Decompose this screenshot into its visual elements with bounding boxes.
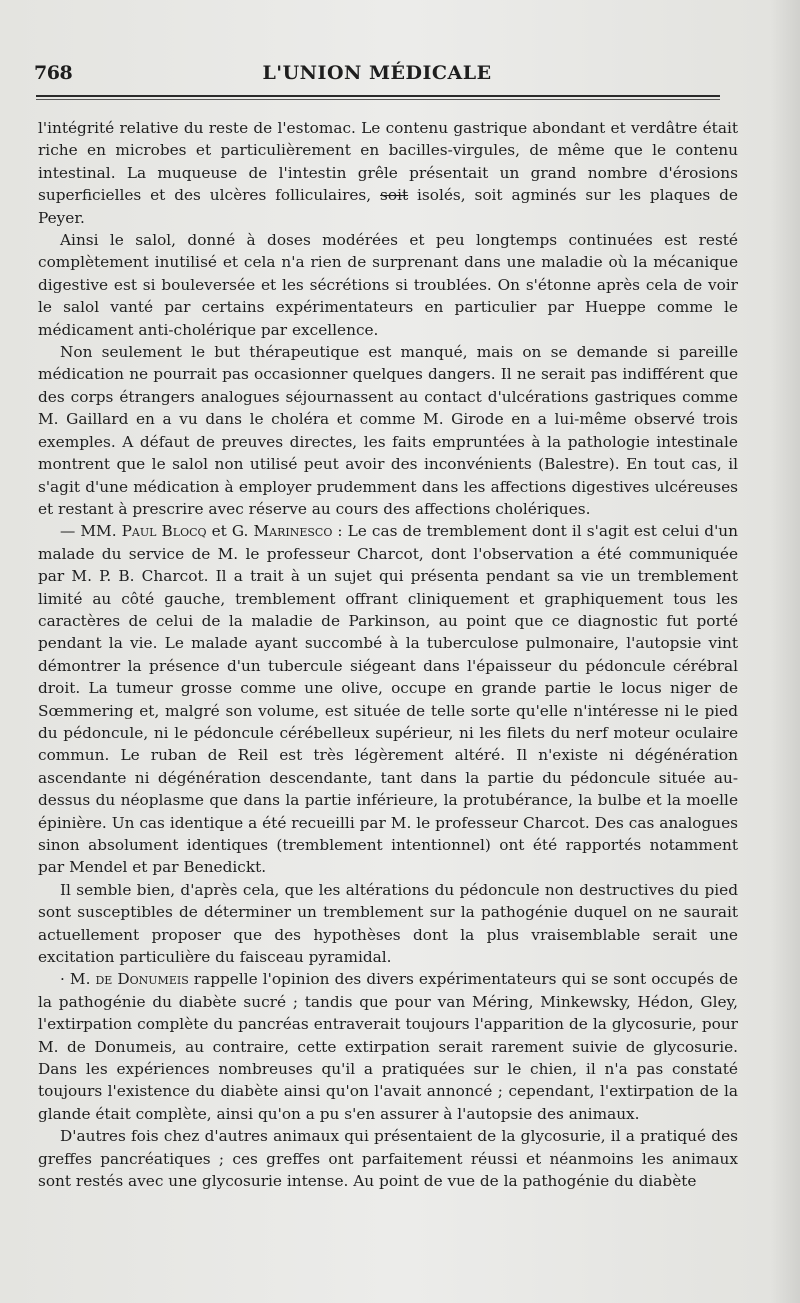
page-edge-shadow xyxy=(770,0,800,1303)
header-rule-thin xyxy=(36,99,720,100)
dash-lead: — MM. xyxy=(60,522,122,541)
paragraph-grafts: D'autres fois chez d'autres animaux qui présentaient de la glycosurie, il a pratiqué des greffes pancréatiques ; ces greffes ont parfaitement réussi et néanmoins les animaux sont restés avec une glycosurie intense. Au point de vue de la pathogénie du diabète xyxy=(38,1127,738,1191)
paragraph-diabetes xyxy=(38,968,738,1125)
struck-word: soit xyxy=(380,186,409,205)
paragraph-stomach-findings xyxy=(38,117,738,229)
paragraph-text: rappelle l'opinion des divers expérimentateurs qui se sont occupés de la pathogénie du diabète sucré ; tandis que pour van Méring, Minkewsky, Hédon, Gley, l'extirpation complète du pancréas entraverait toujours l'apparition de la glycosurie, pour M. de Donumeis, au contraire, cette extirpation serait rarement suivie de glycosurie. Dans les expériences nombreuses qu'il a pratiquées sur le chien, il n'a pas constaté toujours l'existence du diabète ainsi qu'on l'avait annoncé ; cependant, l'extirpation de la glande était complète, ainsi qu'on a pu s'en assurer à l'autopsie des animaux. xyxy=(38,970,738,1123)
lead-mark: · M. xyxy=(60,970,96,989)
header-rule xyxy=(36,95,720,97)
conjunction: et G. xyxy=(206,522,254,541)
journal-title: L'UNION MÉDICALE xyxy=(262,62,492,84)
page-number: 768 xyxy=(34,62,73,84)
paragraph-therapeutic: Non seulement le but thérapeutique est manqué, mais on se demande si pareille médication ne pourrait pas occasionner quelques dangers. Il ne serait pas indifférent que des corps étrangers analogues séjournassent au contact d'ulcérations gastriques comme M. Gaillard en a vu dans le choléra et comme M. Girode en a lui-même observé trois exemples. A défaut de preuves directes, les faits empruntées à la pathologie intestinale montrent que le salol non utilisé peut avoir des inconvénients (Balestre). En tout cas, il s'agit d'une médication à employer prudemment dans les affections digestives ulcéreuses et restant à prescrire avec réserve au cours des affections cholériques. xyxy=(38,343,738,518)
paragraph-tremor-case xyxy=(38,520,738,879)
author-name: Marinesco xyxy=(253,522,333,541)
paragraph-text: l'intégrité relative du reste de l'estomac. Le contenu gastrique abondant et verdâtre était riche en microbes et particulièrement en bacilles-virgules, de même que le contenu intestinal. La muqueuse de l'intestin grêle présentait un grand nombre d'érosions superficielles et des ulcères folliculaires, xyxy=(38,119,738,205)
author-name: Paul Blocq xyxy=(121,522,207,541)
paragraph-text: : Le cas de tremblement dont il s'agit est celui d'un malade du service de M. le professeur Charcot, dont l'observation a été communiquée par M. P. B. Charcot. Il a trait à un sujet qui présenta pendant sa vie un tremblement limité au côté gauche, tremblement offrant cliniquement et graphiquement tous les caractères de celui de la maladie de Parkinson, au point que ce diagnostic fut porté pendant la vie. Le malade ayant succombé à la tuberculose pulmonaire, l'autopsie vint démontrer la présence d'un tubercule siégeant dans l'épaisseur du pédoncule cérébral droit. La tumeur grosse comme une olive, occupe en grande partie le locus niger de Sœmmering et, malgré son volume, est située de telle sorte qu'elle n'intéresse ni le pied du pédoncule, ni le pédoncule cérébelleux supérieur, ni les filets du nerf moteur oculaire commun. Le ruban de Reil est très légèrement altéré. Il n'existe ni dégénération ascendante ni dégénération descendante, tant dans la partie du pédoncule située au-dessus du néoplasme que dans la partie inférieure, la protubérance, la bulbe et la moelle épinière. Un cas identique a été recueilli par M. le professeur Charcot. Des cas analogues sinon absolument identiques (tremblement intentionnel) ont été rapportés notamment par Mendel et par Benedickt. xyxy=(38,522,738,877)
author-name: de Donumeis xyxy=(95,970,189,989)
paragraph-text-tail: isolés, soit agminés sur les plaques de Peyer. xyxy=(38,186,738,227)
paragraph-conclusion: Il semble bien, d'après cela, que les altérations du pédoncule non destructives du pied sont susceptibles de déterminer un tremblement sur la pathogénie duquel on ne saurait actuellement proposer que des hypothèses dont la plus vraisemblable serait une excitation particulière du faisceau pyramidal. xyxy=(38,880,738,967)
running-header xyxy=(34,62,720,88)
article-body xyxy=(38,117,738,1193)
paragraph-salol: Ainsi le salol, donné à doses modérées et peu longtemps continuées est resté complètement inutilisé et cela n'a rien de surprenant dans une maladie où la mécanique digestive est si bouleversée et les sécrétions si troublées. On s'étonne après cela de voir le salol vanté par certains expérimentateurs en particulier par Hueppe comme le médicament anti-cholérique par excellence. xyxy=(38,231,738,339)
